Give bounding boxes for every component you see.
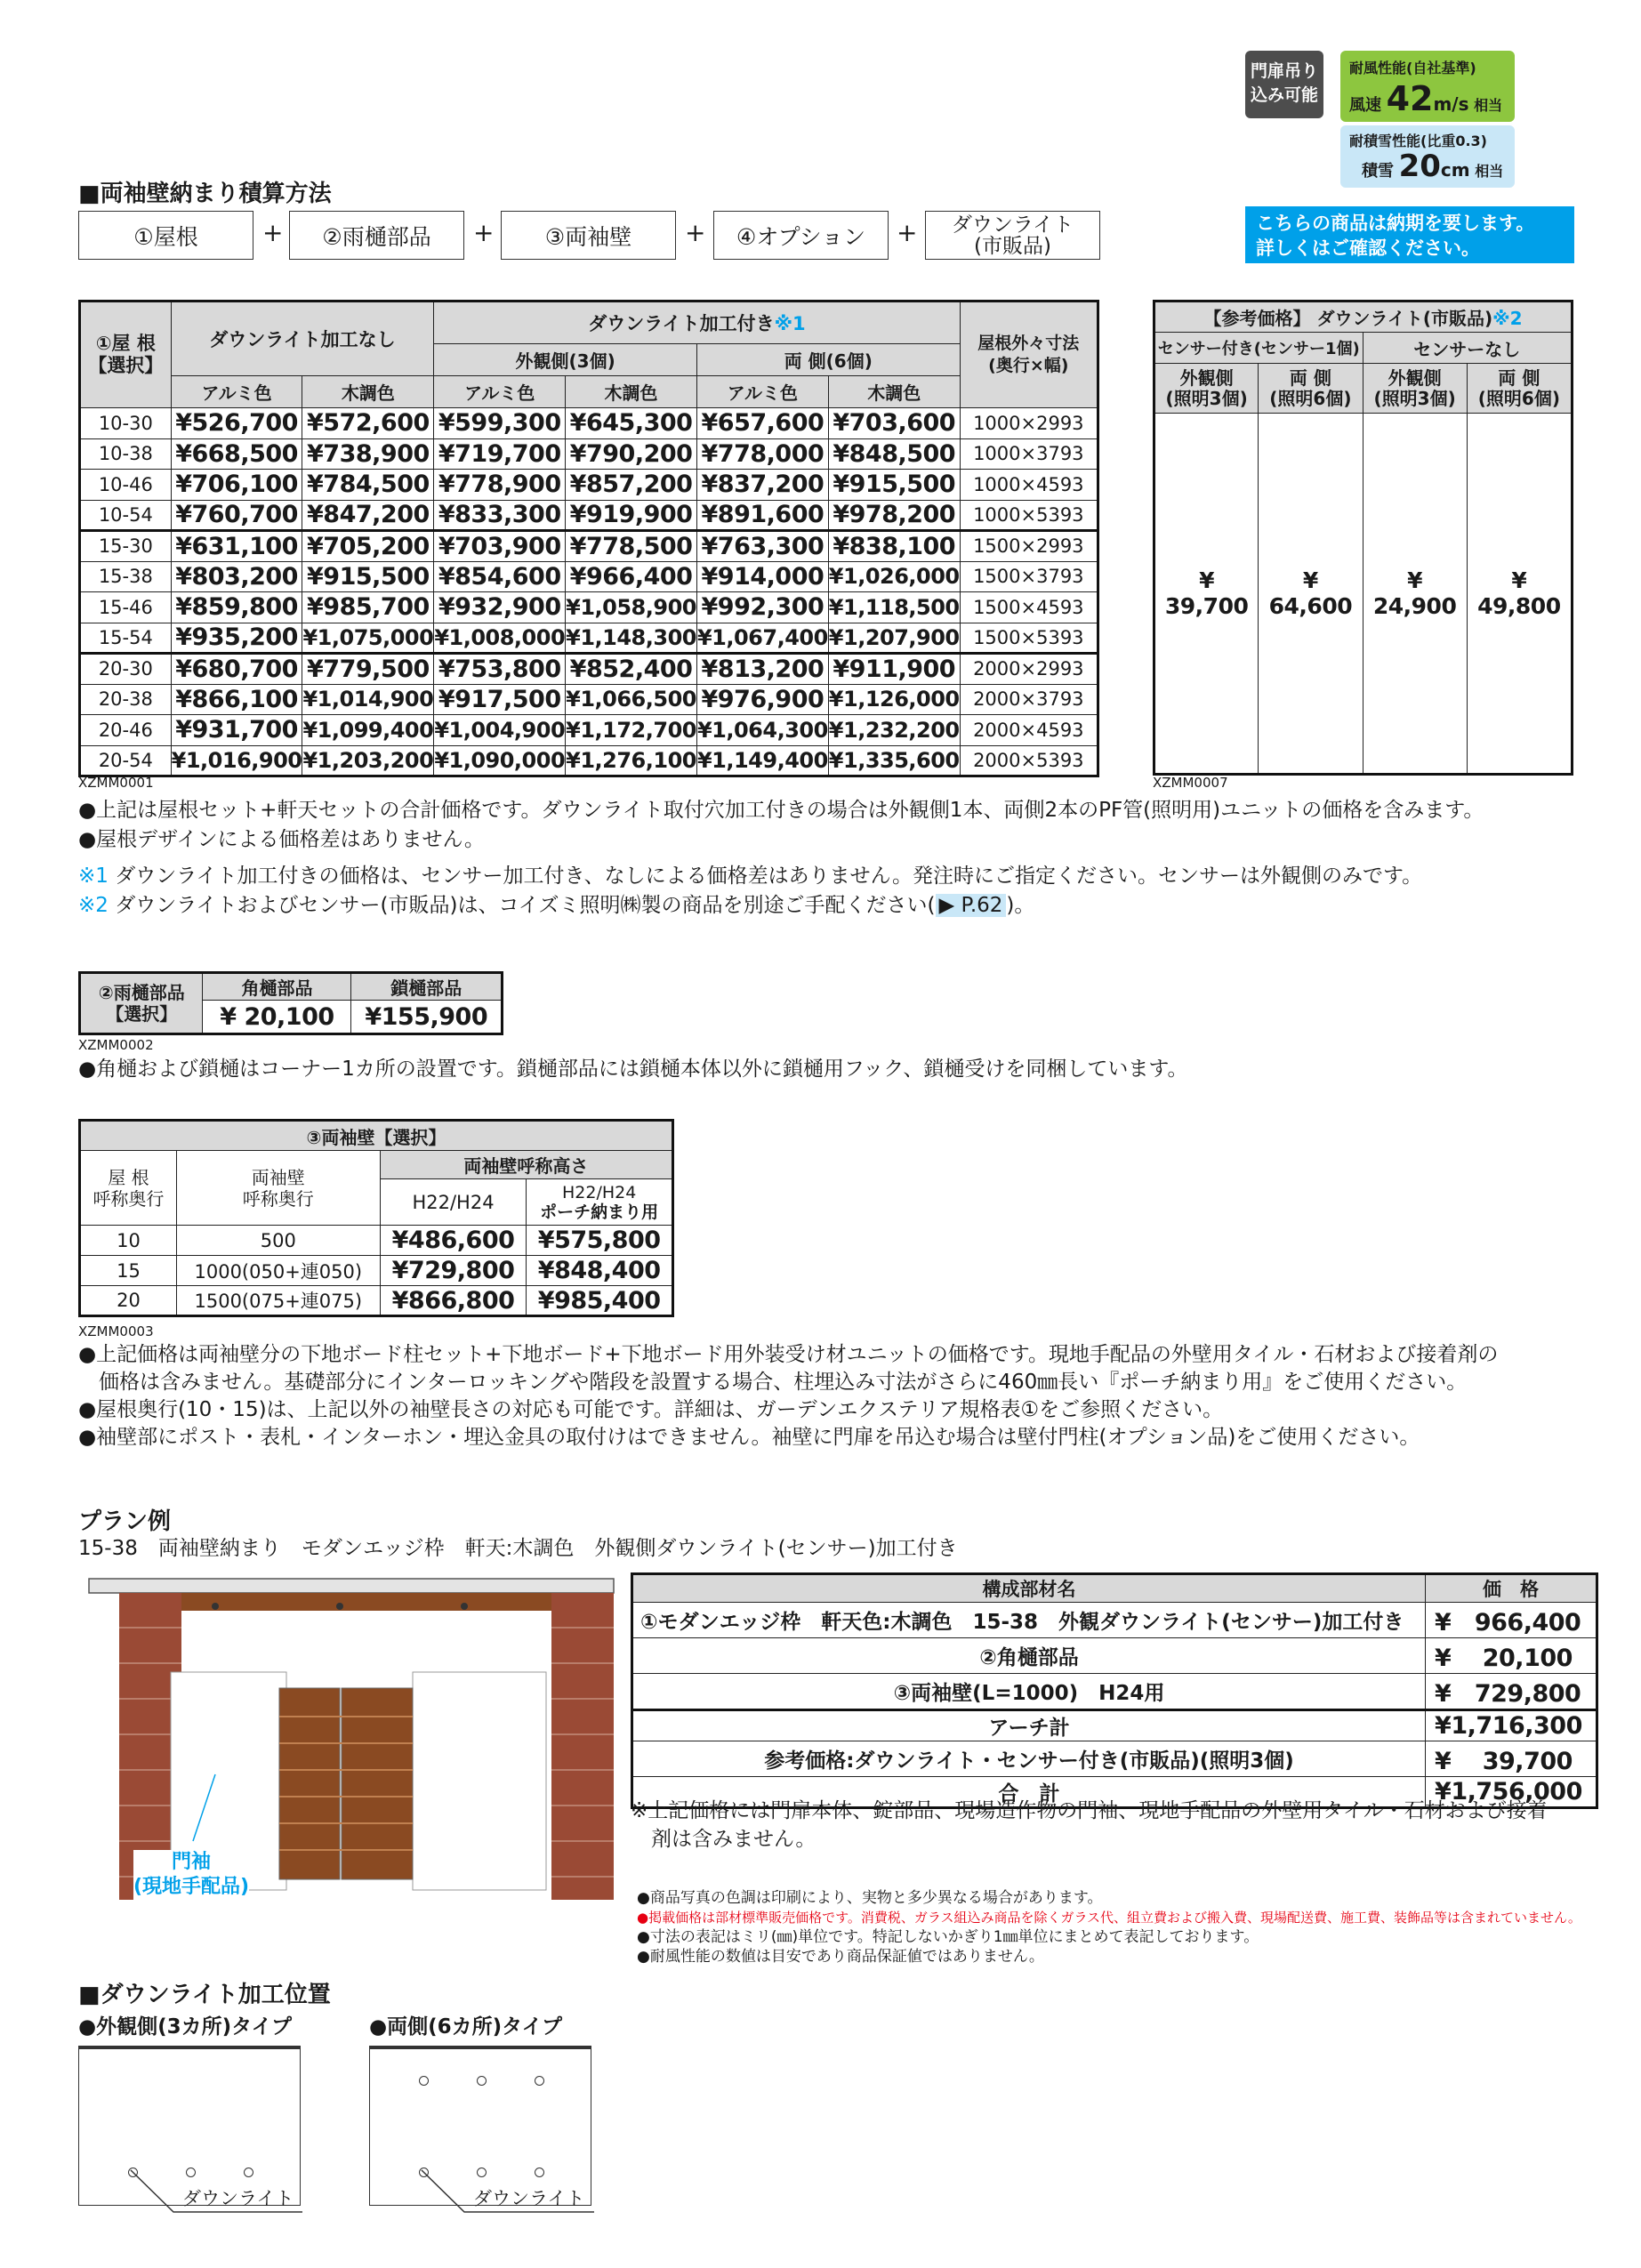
no-downlight-header: ダウンライト加工なし (171, 302, 434, 376)
plan-price-table (631, 1572, 1598, 1809)
height-col-2-line2: ポーチ納まり用 (540, 1202, 659, 1222)
snow-prefix: 積雪 (1362, 162, 1394, 181)
downlight-position-title: ■ダウンライト加工位置 (78, 1982, 331, 2008)
roof-dimension: 2000×3793 (960, 684, 1098, 715)
roof-size-code: 10-30 (80, 408, 172, 439)
price-cell: ¥803,200 (171, 561, 302, 592)
ref-price-cell: ¥ 64,600 (1259, 414, 1363, 775)
wood-header: 木調色 (828, 376, 960, 408)
reference-title (1154, 302, 1573, 333)
height-col-1: H22/H24 (380, 1179, 527, 1226)
price-cell: ¥932,900 (434, 592, 566, 623)
plan-item-price: ¥1,716,300 (1426, 1710, 1597, 1741)
price-cell: ¥706,100 (171, 470, 302, 501)
roof-size-code: 20-38 (80, 684, 172, 715)
plus-sign: + (685, 218, 706, 247)
price-cell: ¥915,500 (828, 470, 960, 501)
roof-size-code: 15-38 (80, 561, 172, 592)
snow-value-line (1362, 149, 1503, 184)
note-line: ●屋根奥行(10・15)は、上記以外の袖壁長さの対応も可能です。詳細は、ガーデンエクステリア規格表①をご参照ください。 (78, 1398, 1224, 1421)
wind-prefix: 風速 (1349, 96, 1381, 115)
roof-size-code: 20-30 (80, 654, 172, 685)
plan-row (632, 1710, 1597, 1741)
price-cell: ¥985,400 (527, 1286, 673, 1316)
roof-size-code: 10-38 (80, 438, 172, 470)
plan-subtitle: 15-38 両袖壁納まり モダンエッジ枠 軒天:木調色 外観側ダウンライト(センサー)加工付き (78, 1537, 958, 1560)
price-cell: ¥631,100 (171, 531, 302, 562)
roof-dimension: 1500×5393 (960, 623, 1098, 654)
note-text: )。 (1006, 894, 1035, 917)
roof-size-code: 10-46 (80, 470, 172, 501)
roof-dimension: 1000×5393 (960, 500, 1098, 531)
ref-price-cell: ¥ 49,800 (1467, 414, 1572, 775)
size-header: 屋根外々寸法 (奥行×幅) (960, 302, 1098, 408)
plan-item-name: アーチ計 (632, 1710, 1426, 1741)
price-cell: ¥978,200 (828, 500, 960, 531)
note-line: 剤は含みません。 (631, 1828, 816, 1851)
price-cell: ¥1,058,900 (566, 592, 697, 623)
plan-item-header: 構成部材名 (632, 1574, 1426, 1603)
roof-dimension: 1500×4593 (960, 592, 1098, 623)
price-cell: ¥854,600 (434, 561, 566, 592)
price-cell: ¥1,004,900 (434, 715, 566, 746)
outer-header: 外観側 (照明3個) (1154, 364, 1259, 414)
roof-depth-cell: 15 (80, 1256, 177, 1286)
note-line: ●上記価格は両袖壁分の下地ボード柱セット+下地ボード+下地ボード用外装受け材ユニットの価格です。現地手配品の外壁用タイル・石材および接着剤の (78, 1343, 1499, 1366)
roof-size-code: 20-46 (80, 715, 172, 746)
roof-size-code: 15-30 (80, 531, 172, 562)
both-header: 両 側 (照明6個) (1467, 364, 1572, 414)
plan-item-name: 参考価格:ダウンライト・センサー付き(市販品)(照明3個) (632, 1741, 1426, 1777)
price-cell: ¥645,300 (566, 408, 697, 439)
both-side-header: 両 側(6個) (696, 344, 960, 376)
note-line: ●屋根デザインによる価格差はありません。 (78, 828, 485, 851)
note-line: ●袖壁部にポスト・表札・インターホン・埋込金具の取付けはできません。袖壁に門扉を吊込む場合は壁付門柱(オプション品)をご使用ください。 (78, 1426, 1420, 1449)
price-cell: ¥1,118,500 (828, 592, 960, 623)
price-cell: ¥763,300 (696, 531, 828, 562)
price-cell: ¥1,172,700 (566, 715, 697, 746)
price-cell: ¥705,200 (302, 531, 434, 562)
note-line: ●上記は屋根セット+軒天セットの合計価格です。ダウンライト取付穴加工付きの場合は外観側1本、両側2本のPF管(照明用)ユニットの価格を含みます。 (78, 799, 1484, 822)
gate-pillar-label-line2: (現地手配品) (133, 1876, 250, 1898)
price-cell: ¥833,300 (434, 500, 566, 531)
note-line: ●掲載価格は部材標準販売価格です。消費税、ガラス組込み商品を除くガラス代、組立費および搬入費、現場配送費、施工費、装飾品等は含まれていません。 (637, 1910, 1581, 1926)
price-cell: ¥575,800 (527, 1226, 673, 1256)
wall-depth-header: 両袖壁 呼称奥行 (176, 1151, 380, 1226)
formula-box-gutter: ②雨樋部品 (289, 211, 464, 260)
price-cell: ¥680,700 (171, 654, 302, 685)
wind-value-line (1349, 79, 1502, 118)
no-sensor-header: センサーなし (1363, 333, 1573, 364)
outer-side-header: 外観側(3個) (434, 344, 697, 376)
price-cell: ¥1,149,400 (696, 745, 828, 776)
plan-item-price: ¥ 20,100 (1426, 1638, 1597, 1674)
price-cell: ¥891,600 (696, 500, 828, 531)
price-cell: ¥866,100 (171, 684, 302, 715)
price-cell: ¥847,200 (302, 500, 434, 531)
price-cell: ¥852,400 (566, 654, 697, 685)
snow-value: 20 (1398, 149, 1441, 184)
roof-depth-cell: 20 (80, 1286, 177, 1316)
formula-box-option: ④オプション (713, 211, 889, 260)
price-cell: ¥857,200 (566, 470, 697, 501)
formula-title: ■両袖壁納まり積算方法 (78, 181, 332, 207)
price-cell: ¥1,026,000 (828, 561, 960, 592)
price-cell: ¥848,500 (828, 438, 960, 470)
price-cell: ¥1,203,200 (302, 745, 434, 776)
plan-item-price: ¥ 966,400 (1426, 1603, 1597, 1638)
wind-value: 42 (1386, 79, 1434, 118)
price-cell: ¥1,232,200 (828, 715, 960, 746)
price-cell: ¥917,500 (434, 684, 566, 715)
roof-select-header: ①屋 根 【選択】 (80, 302, 172, 408)
price-cell: ¥784,500 (302, 470, 434, 501)
wall-depth-cell: 1000(050+連050) (176, 1256, 380, 1286)
reference-title-label: 【参考価格】 ダウンライト(市販品) (1203, 308, 1493, 329)
plan-note (631, 1797, 1609, 1854)
price-cell: ¥1,075,000 (302, 623, 434, 654)
roof-dimension: 2000×4593 (960, 715, 1098, 746)
price-cell: ¥1,207,900 (828, 623, 960, 654)
price-cell: ¥976,900 (696, 684, 828, 715)
price-cell: ¥778,900 (434, 470, 566, 501)
roof-size-code: 20-54 (80, 745, 172, 776)
plan-item-price: ¥ 39,700 (1426, 1741, 1597, 1777)
price-cell: ¥1,335,600 (828, 745, 960, 776)
price-cell: ¥703,600 (828, 408, 960, 439)
roof-size-code: 15-46 (80, 592, 172, 623)
ref-price-cell: ¥ 24,900 (1363, 414, 1467, 775)
leader-lines (0, 0, 623, 2268)
with-sensor-header: センサー付き(センサー1個) (1154, 333, 1363, 364)
price-cell: ¥919,900 (566, 500, 697, 531)
note-mark-2: ※2 (78, 894, 109, 917)
price-cell: ¥1,064,300 (696, 715, 828, 746)
square-gutter-header: 角樋部品 (203, 973, 351, 1001)
wind-suffix: 相当 (1474, 97, 1503, 114)
wall-table-title: ③両袖壁【選択】 (80, 1121, 673, 1151)
roof-dimension: 2000×5393 (960, 745, 1098, 776)
price-cell: ¥1,008,000 (434, 623, 566, 654)
chain-gutter-header: 鎖樋部品 (351, 973, 503, 1001)
formula-box-downlight-line1: ダウンライト (951, 213, 1074, 237)
roof-dimension: 1000×3793 (960, 438, 1098, 470)
price-cell: ¥985,700 (302, 592, 434, 623)
roof-dimension: 1500×2993 (960, 531, 1098, 562)
delivery-notice-line2: 詳しくはご確認ください。 (1256, 237, 1480, 259)
roof-dimension: 1000×2993 (960, 408, 1098, 439)
price-cell: ¥657,600 (696, 408, 828, 439)
formula-box-downlight-line2: (市販品) (974, 234, 1051, 258)
price-cell: ¥992,300 (696, 592, 828, 623)
wind-unit: m/s (1433, 93, 1469, 115)
gate-badge-line2: 込み可能 (1250, 85, 1318, 105)
note-mark-2: ※2 (1492, 308, 1523, 329)
note-line: ●寸法の表記はミリ(㎜)単位です。特記しないかぎり1㎜単位にまとめて表記しております。 (637, 1928, 1259, 1946)
plan-item-name: ①モダンエッジ枠 軒天色:木調色 15-38 外観ダウンライト(センサー)加工付き (632, 1603, 1426, 1638)
price-cell: ¥859,800 (171, 592, 302, 623)
reference-table-code: XZMM0007 (1153, 775, 1228, 791)
snow-badge (1340, 125, 1515, 188)
note-line: ※上記価格には門扉本体、錠部品、現場造作物の門袖、現地手配品の外壁用タイル・石材および接着 (631, 1799, 1548, 1822)
gutter-note: ●角樋および鎖樋はコーナー1カ所の設置です。鎖樋部品には鎖樋本体以外に鎖樋用フック、鎖樋受けを同梱しています。 (78, 1058, 1188, 1081)
price-cell: ¥790,200 (566, 438, 697, 470)
wall-depth-cell: 1500(075+連075) (176, 1286, 380, 1316)
price-cell: ¥753,800 (434, 654, 566, 685)
note-line: ●商品写真の色調は印刷により、実物と多少異なる場合があります。 (637, 1889, 1103, 1907)
gate-pillar-label-line1: 門袖 (172, 1851, 212, 1873)
price-cell: ¥719,700 (434, 438, 566, 470)
plan-row (632, 1603, 1597, 1638)
price-cell: ¥1,099,400 (302, 715, 434, 746)
price-cell: ¥813,200 (696, 654, 828, 685)
roof-depth-header: 屋 根 呼称奥行 (80, 1151, 177, 1226)
price-cell: ¥915,500 (302, 561, 434, 592)
gate-badge (1245, 51, 1323, 118)
price-cell: ¥866,800 (380, 1286, 527, 1316)
wind-badge (1340, 51, 1515, 122)
formula-box-roof: ①屋根 (78, 211, 253, 260)
plan-row (632, 1674, 1597, 1710)
formula-box-wall: ③両袖壁 (501, 211, 676, 260)
plan-item-price: ¥ 729,800 (1426, 1674, 1597, 1710)
plus-sign: + (897, 218, 918, 247)
price-cell: ¥1,066,500 (566, 684, 697, 715)
wall-depth-cell: 500 (176, 1226, 380, 1256)
gutter-table-code: XZMM0002 (78, 1037, 154, 1053)
plan-row (632, 1741, 1597, 1777)
price-cell: ¥599,300 (434, 408, 566, 439)
roof-dimension: 2000×2993 (960, 654, 1098, 685)
roof-table-code: XZMM0001 (78, 775, 154, 791)
price-cell: ¥848,400 (527, 1256, 673, 1286)
delivery-notice (1245, 206, 1574, 263)
price-cell: ¥1,148,300 (566, 623, 697, 654)
note-mark-1: ※1 (774, 313, 806, 334)
downlight-label: ダウンライト (473, 2188, 585, 2209)
reference-price-table (1153, 300, 1573, 776)
price-cell: ¥1,090,000 (434, 745, 566, 776)
chain-gutter-price: ¥155,900 (351, 1001, 503, 1034)
gutter-select-header: ②雨樋部品 【選択】 (80, 973, 203, 1034)
price-cell: ¥572,600 (302, 408, 434, 439)
roof-size-code: 10-54 (80, 500, 172, 531)
plan-item-name: ③両袖壁(L=1000) H24用 (632, 1674, 1426, 1710)
downlight-header-label: ダウンライト加工付き (588, 313, 775, 334)
note-text: ダウンライト加工付きの価格は、センサー加工付き、なしによる価格差はありません。発注時にご指定ください。センサーは外観側のみです。 (108, 865, 1423, 888)
price-cell: ¥526,700 (171, 408, 302, 439)
general-notes (637, 1888, 1581, 1966)
price-cell: ¥1,014,900 (302, 684, 434, 715)
alumi-header: アルミ色 (696, 376, 828, 408)
price-cell: ¥779,500 (302, 654, 434, 685)
snow-title: 耐積雪性能(比重0.3) (1349, 133, 1487, 149)
gate-badge-line1: 門扉吊り (1250, 61, 1318, 81)
plan-title: プラン例 (78, 1508, 172, 1535)
price-cell: ¥931,700 (171, 715, 302, 746)
plan-row (632, 1638, 1597, 1674)
price-cell: ¥837,200 (696, 470, 828, 501)
price-cell: ¥1,126,000 (828, 684, 960, 715)
price-cell: ¥738,900 (302, 438, 434, 470)
price-cell: ¥838,100 (828, 531, 960, 562)
ref-price-cell: ¥ 39,700 (1154, 414, 1259, 775)
price-cell: ¥1,016,900 (171, 745, 302, 776)
note-line: ●耐風性能の数値は目安であり商品保証値ではありません。 (637, 1948, 1044, 1966)
wood-header: 木調色 (566, 376, 697, 408)
plan-price-header: 価 格 (1426, 1574, 1597, 1603)
price-cell: ¥778,500 (566, 531, 697, 562)
outer-header: 外観側 (照明3個) (1363, 364, 1467, 414)
plus-sign: + (473, 218, 495, 247)
price-cell: ¥914,000 (696, 561, 828, 592)
delivery-notice-line1: こちらの商品は納期を要します。 (1256, 213, 1535, 234)
wall-table-code: XZMM0003 (78, 1323, 154, 1339)
price-cell: ¥935,200 (171, 623, 302, 654)
price-cell: ¥668,500 (171, 438, 302, 470)
both-header: 両 側 (照明6個) (1259, 364, 1363, 414)
wind-title: 耐風性能(自社基準) (1349, 60, 1476, 76)
price-cell: ¥1,276,100 (566, 745, 697, 776)
square-gutter-price: ¥ 20,100 (203, 1001, 351, 1034)
price-cell: ¥966,400 (566, 561, 697, 592)
price-cell: ¥729,800 (380, 1256, 527, 1286)
snow-suffix: 相当 (1475, 163, 1504, 180)
snow-unit: cm (1440, 159, 1470, 181)
price-cell: ¥486,600 (380, 1226, 527, 1256)
height-col-2-line1: H22/H24 (561, 1182, 637, 1202)
downlight-label: ダウンライト (182, 2188, 294, 2209)
note-line: 価格は含みません。基礎部分にインターロッキングや階段を設置する場合、柱埋込み寸法がさらに460㎜長い『ポーチ納まり用』をご使用ください。 (78, 1371, 1468, 1394)
page-ref-link[interactable]: ▶ P.62 (936, 894, 1007, 917)
roof-dimension: 1000×4593 (960, 470, 1098, 501)
wood-header: 木調色 (302, 376, 434, 408)
price-cell: ¥1,067,400 (696, 623, 828, 654)
alumi-header: アルミ色 (171, 376, 302, 408)
price-cell: ¥911,900 (828, 654, 960, 685)
price-cell: ¥703,900 (434, 531, 566, 562)
note-text: ダウンライトおよびセンサー(市販品)は、コイズミ照明㈱製の商品を別途ご手配ください( (108, 894, 936, 917)
price-cell: ¥778,000 (696, 438, 828, 470)
plan-item-price: ¥1,756,000 (1426, 1777, 1597, 1808)
wall-height-header: 両袖壁呼称高さ (380, 1151, 672, 1179)
plan-item-name: ②角樋部品 (632, 1638, 1426, 1674)
type-outer-label: ●外観側(3カ所)タイプ (78, 2015, 292, 2039)
roof-depth-cell: 10 (80, 1226, 177, 1256)
type-both-label: ●両側(6カ所)タイプ (369, 2015, 562, 2039)
roof-dimension: 1500×3793 (960, 561, 1098, 592)
plan-item-name: 合 計 (632, 1777, 1426, 1808)
price-cell: ¥760,700 (171, 500, 302, 531)
plus-sign: + (262, 218, 284, 247)
roof-size-code: 15-54 (80, 623, 172, 654)
note-mark-1: ※1 (78, 865, 109, 888)
formula-box-downlight (925, 211, 1100, 260)
alumi-header: アルミ色 (434, 376, 566, 408)
